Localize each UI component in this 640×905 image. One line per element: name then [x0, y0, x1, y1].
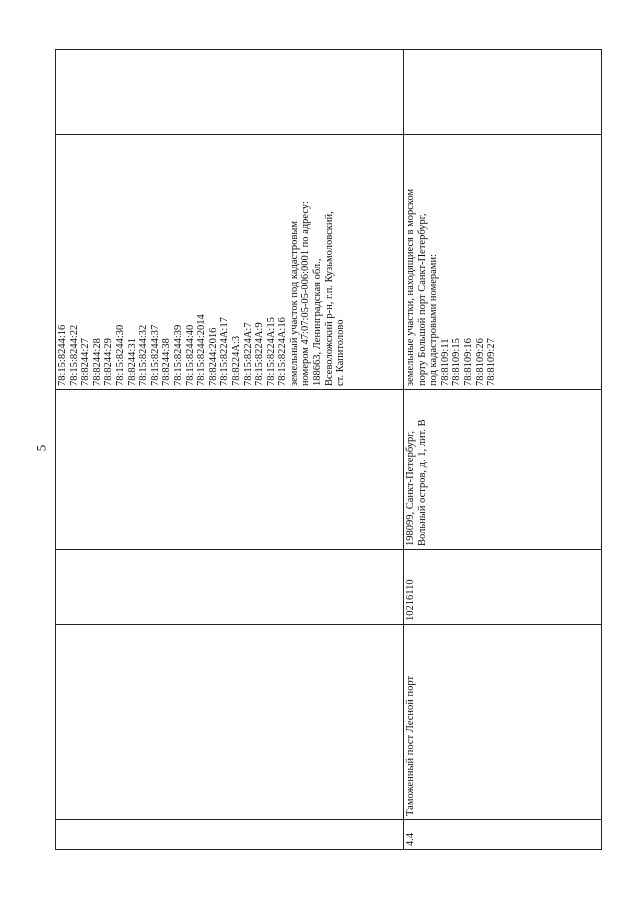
table-row-4-4	[404, 50, 602, 850]
cadastral-code: 78:15:8244:40	[184, 324, 196, 386]
cadastral-code: 78:15:8224A:17	[219, 317, 231, 386]
cadastral-code: 78:8244:28	[91, 338, 103, 386]
land-plot-text-line: 188663, Ленинградская обл.,	[312, 258, 324, 386]
cadastral-code: 78:15:8244:2014	[196, 314, 208, 386]
cell-customs-code: 10216110	[404, 550, 602, 625]
land-text-line: под кадастровыми номерами:	[428, 254, 440, 386]
rotated-table-container	[55, 50, 595, 850]
cell-address: 198099, Санкт-Петербург, Вольный остров, д. 1, лит. В	[404, 390, 602, 550]
page-number: 5	[33, 444, 49, 452]
cadastral-code: 78:8244:38	[161, 338, 173, 386]
cell-number-empty	[56, 820, 404, 850]
cadastral-code: 78:8244:27	[80, 338, 92, 386]
cell-land-info	[404, 135, 602, 390]
land-text-line: порту Большой порт Санкт-Петербург,	[416, 213, 428, 386]
cadastral-code: 78:15:8244:39	[172, 324, 184, 386]
table-row-continuation	[56, 50, 404, 850]
cadastral-code: 78:15:8244:22	[68, 324, 80, 386]
cell-row-number: 4.4	[404, 820, 602, 850]
land-text-line: земельные участки, находящиеся в морском	[405, 188, 416, 386]
document-table	[55, 49, 602, 850]
cadastral-code: 78:15:8244:30	[114, 324, 126, 386]
cell-last-empty	[404, 50, 602, 135]
cell-address-empty	[56, 390, 404, 550]
land-plot-text-line: земельный участок под кадастровым	[288, 220, 300, 386]
cell-customs-post-name: Таможенный пост Лесной порт	[404, 625, 602, 820]
cell-land-info	[56, 135, 404, 390]
cadastral-code: 78:8244:29	[103, 338, 115, 386]
cadastral-code: 78:15:8224A:16	[277, 317, 289, 386]
land-plot-text-line: номером 47:07:05-05-006:0001 по адресу:	[300, 201, 312, 386]
cell-name-empty	[56, 625, 404, 820]
cadastral-code: 78:15:8224A:7	[242, 322, 254, 386]
cadastral-code: 78:8109:11	[439, 338, 451, 386]
cadastral-code: 78:15:8224A:9	[254, 322, 266, 386]
cadastral-code: 78:8109:15	[451, 338, 463, 386]
cadastral-code: 78:8244:2016	[207, 327, 219, 386]
cadastral-code: 78:15:8244:32	[138, 324, 150, 386]
cadastral-code: 78:8109:27	[486, 338, 498, 386]
cadastral-code: 78:8244:31	[126, 338, 138, 386]
cadastral-code: 78:8109:26	[474, 338, 486, 386]
cadastral-code: 78:15:8244:37	[149, 324, 161, 386]
land-plot-text-line: Всеволожский р-н, г.п. Кузьмоловский,	[323, 211, 335, 386]
cadastral-code: 78:15:8224A:15	[265, 317, 277, 386]
land-plot-text-line: ст. Капитолово	[335, 319, 347, 386]
cell-code-empty	[56, 550, 404, 625]
cadastral-code: 78:15:8244:16	[57, 324, 68, 386]
cadastral-code: 78:8109:16	[462, 338, 474, 386]
cadastral-code: 78:8224A:3	[230, 335, 242, 386]
cell-last-empty	[56, 50, 404, 135]
